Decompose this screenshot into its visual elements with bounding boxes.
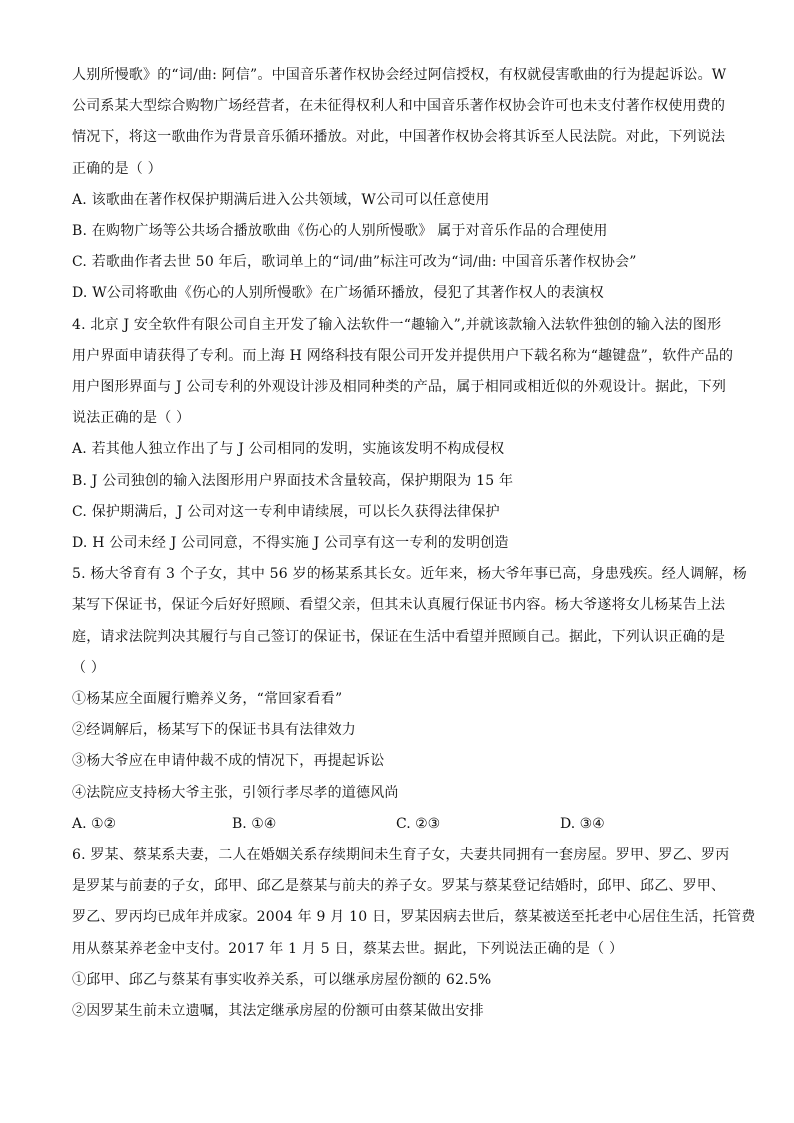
document-page <box>72 60 756 1027</box>
q5-choices <box>72 809 724 840</box>
q5-choice-a: A. ①② <box>72 815 117 832</box>
q3-option-d: D. W公司将歌曲《伤心的人别所慢歌》在广场循环播放，侵犯了其著作权人的表演权 <box>72 285 604 302</box>
q6-line-4: 用从蔡某养老金中支付。2017 年 1 月 5 日，蔡某去世。据此，下列说法正确的是（ ） <box>72 940 624 957</box>
q6-line-3: 罗乙、罗丙均已成年并成家。2004 年 9 月 10 日，罗某因病去世后，蔡某被送至托老中心居住生活，托管费 <box>72 909 756 926</box>
question-4 <box>72 310 734 560</box>
q5-statement-3: ③杨大爷应在申请仲裁不成的情况下，再提起诉讼 <box>72 753 385 770</box>
q6-statement-2: ②因罗某生前未立遗嘱，其法定继承房屋的份额可由蔡某做出安排 <box>72 1003 484 1020</box>
q5-line-3: 庭，请求法院判决其履行与自己签订的保证书，保证在生活中看望并照顾自己。据此，下列认识正确的是 <box>72 628 726 645</box>
q3-option-c: C. 若歌曲作者去世 50 年后，歌词单上的“词/曲”标注可改为“词/曲: 中国音乐著作权协会” <box>72 254 637 271</box>
question-3 <box>72 60 727 310</box>
q3-line-4: 正确的是（ ） <box>72 160 162 177</box>
q4-option-d: D. H 公司未经 J 公司同意，不得实施 J 公司享有这一专利的发明创造 <box>72 535 509 552</box>
q5-choice-c: C. ②③ <box>396 815 441 832</box>
q6-statement-1: ①邱甲、邱乙与蔡某有事实收养关系，可以继承房屋份额的 62.5% <box>72 971 492 988</box>
q4-option-a: A. 若其他人独立作出了与 J 公司相同的发明，实施该发明不构成侵权 <box>72 441 505 458</box>
q4-option-b: B. J 公司独创的输入法图形用户界面技术含量较高，保护期限为 15 年 <box>72 472 514 489</box>
q4-line-4: 说法正确的是（ ） <box>72 410 191 427</box>
q3-option-a: A. 该歌曲在著作权保护期满后进入公共领域，W公司可以任意使用 <box>72 191 490 208</box>
q5-line-1: 5. 杨大爷育有 3 个子女，其中 56 岁的杨某系其长女。近年来，杨大爷年事已高，身患残疾。经人调解，杨 <box>72 566 747 583</box>
q5-choice-d: D. ③④ <box>560 815 605 832</box>
q5-statement-4: ④法院应支持杨大爷主张，引领行孝尽孝的道德风尚 <box>72 784 399 801</box>
q4-line-2: 用户界面申请获得了专利。而上海 H 网络科技有限公司开发并提供用户下载名称为“趣键盘”，软件产品的 <box>72 347 734 364</box>
q6-line-1: 6. 罗某、蔡某系夫妻，二人在婚姻关系存续期间未生育子女，夫妻共同拥有一套房屋。罗甲、罗乙、罗丙 <box>72 847 730 864</box>
question-6 <box>72 840 756 1027</box>
q5-line-4: （ ） <box>72 659 106 676</box>
q5-choice-b: B. ①④ <box>232 815 277 832</box>
q3-option-b: B. 在购物广场等公共场合播放歌曲《伤心的人别所慢歌》 属于对音乐作品的合理使用 <box>72 223 608 240</box>
q3-line-1: 人别所慢歌》的“词/曲: 阿信”。中国音乐著作权协会经过阿信授权，有权就侵害歌曲的行为提起诉讼。W <box>72 67 727 83</box>
q4-option-c: C. 保护期满后，J 公司对这一专利申请续展，可以长久获得法律保护 <box>72 503 500 520</box>
q4-line-1: 4. 北京 J 安全软件有限公司自主开发了输入法软件一“趣输入”,并就该款输入法软件独创的输入法的图形 <box>72 316 722 333</box>
q3-line-3: 情况下，将这一歌曲作为背景音乐循环播放。对此，中国著作权协会将其诉至人民法院。对此，下列说法 <box>72 129 726 146</box>
question-5 <box>72 559 747 840</box>
q3-line-2: 公司系某大型综合购物广场经营者，在未征得权利人和中国音乐著作权协会许可也未支付著作权使用费的 <box>72 98 726 115</box>
q5-statement-2: ②经调解后，杨某写下的保证书具有法律效力 <box>72 722 356 739</box>
q5-line-2: 某写下保证书，保证今后好好照顾、看望父亲，但其未认真履行保证书内容。杨大爷遂将女儿杨某告上法 <box>72 597 726 614</box>
q6-line-2: 是罗某与前妻的子女，邱甲、邱乙是蔡某与前夫的养子女。罗某与蔡某登记结婚时，邱甲、邱乙、罗甲、 <box>72 878 726 895</box>
q5-statement-1: ①杨某应全面履行赡养义务，“常回家看看” <box>72 691 343 708</box>
q4-line-3: 用户图形界面与 J 公司专利的外观设计涉及相同种类的产品，属于相同或相近似的外观设计。据此，下列 <box>72 379 727 396</box>
